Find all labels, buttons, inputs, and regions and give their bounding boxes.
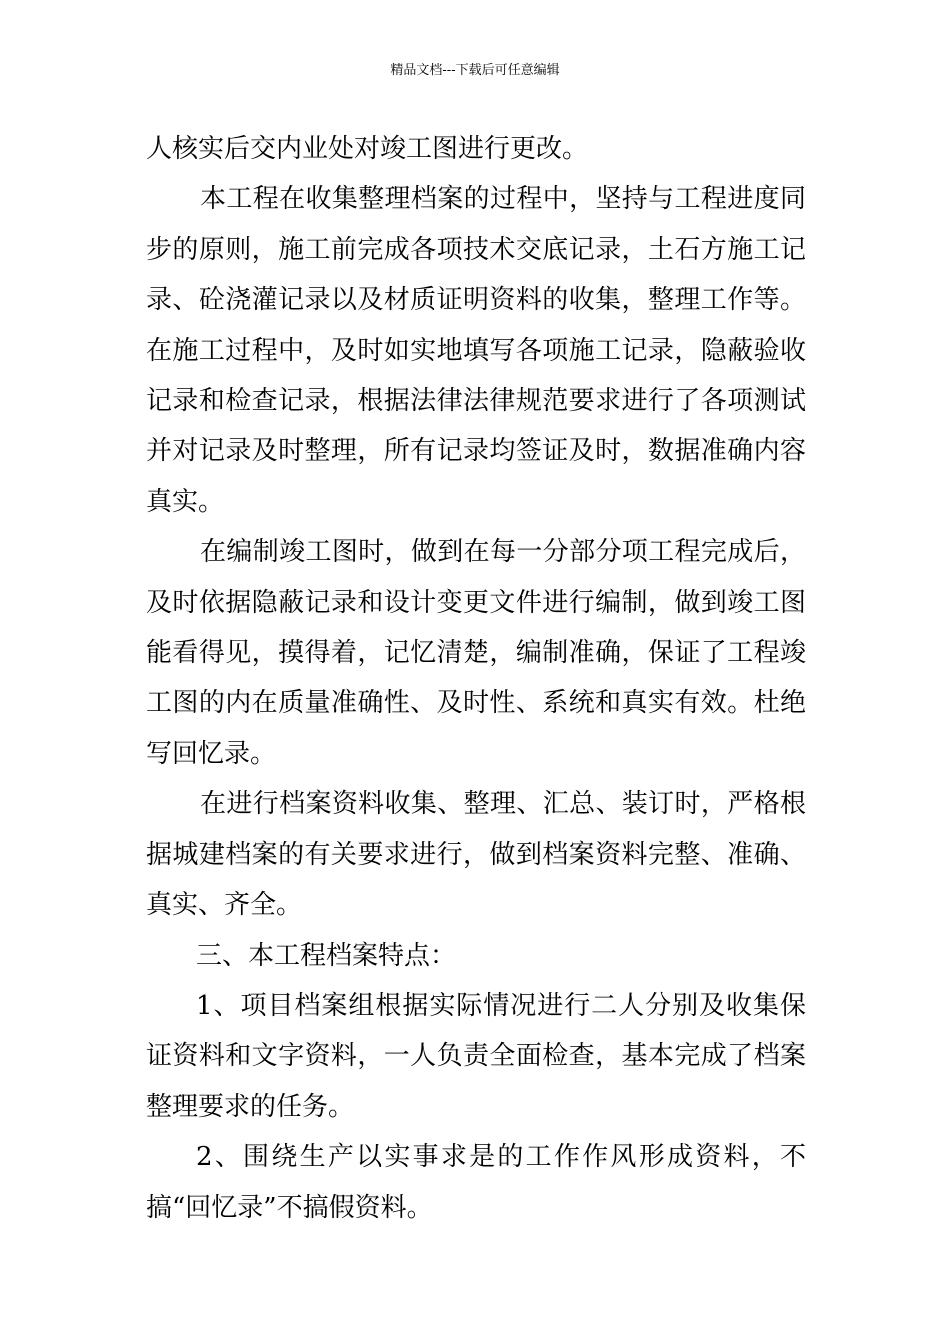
paragraph-feature-1: 1、项目档案组根据实际情况进行二人分别及收集保证资料和文字资料，一人负责全面检查，基本完成了档案整理要求的任务。	[146, 990, 806, 1122]
paragraph-as-built-drawings: 在编制竣工图时，做到在每一分部分项工程完成后，及时依据隐蔽记录和设计变更文件进行编制，做到竣工图能看得见，摸得着，记忆清楚，编制准确，保证了工程竣工图的内在质量准确性、及时性、系统和真实有效。杜绝写回忆录。	[146, 537, 806, 769]
paragraph-feature-2: 2、围绕生产以实事求是的工作作风形成资料，不搞“回忆录”不搞假资料。	[146, 1142, 806, 1223]
page-header: 精品文档---下载后可任意编辑	[390, 63, 560, 78]
paragraph-archive-collection: 本工程在收集整理档案的过程中，坚持与工程进度同步的原则，施工前完成各项技术交底记录，土石方施工记录、砼浇灌记录以及材质证明资料的收集，整理工作等。在施工过程中，及时如实地填写各项施工记录，隐蔽验收记录和检查记录，根据法律法律规范要求进行了各项测试并对记录及时整理，所有记录均签证及时，数据准确内容真实。	[146, 184, 806, 517]
document-body	[146, 124, 806, 1233]
paragraph-archive-binding: 在进行档案资料收集、整理、汇总、装订时，严格根据城建档案的有关要求进行，做到档案资料完整、准确、真实、齐全。	[146, 789, 806, 921]
paragraph-continuation: 人核实后交内业处对竣工图进行更改。	[146, 134, 589, 164]
section-heading-features: 三、本工程档案特点：	[196, 940, 457, 971]
